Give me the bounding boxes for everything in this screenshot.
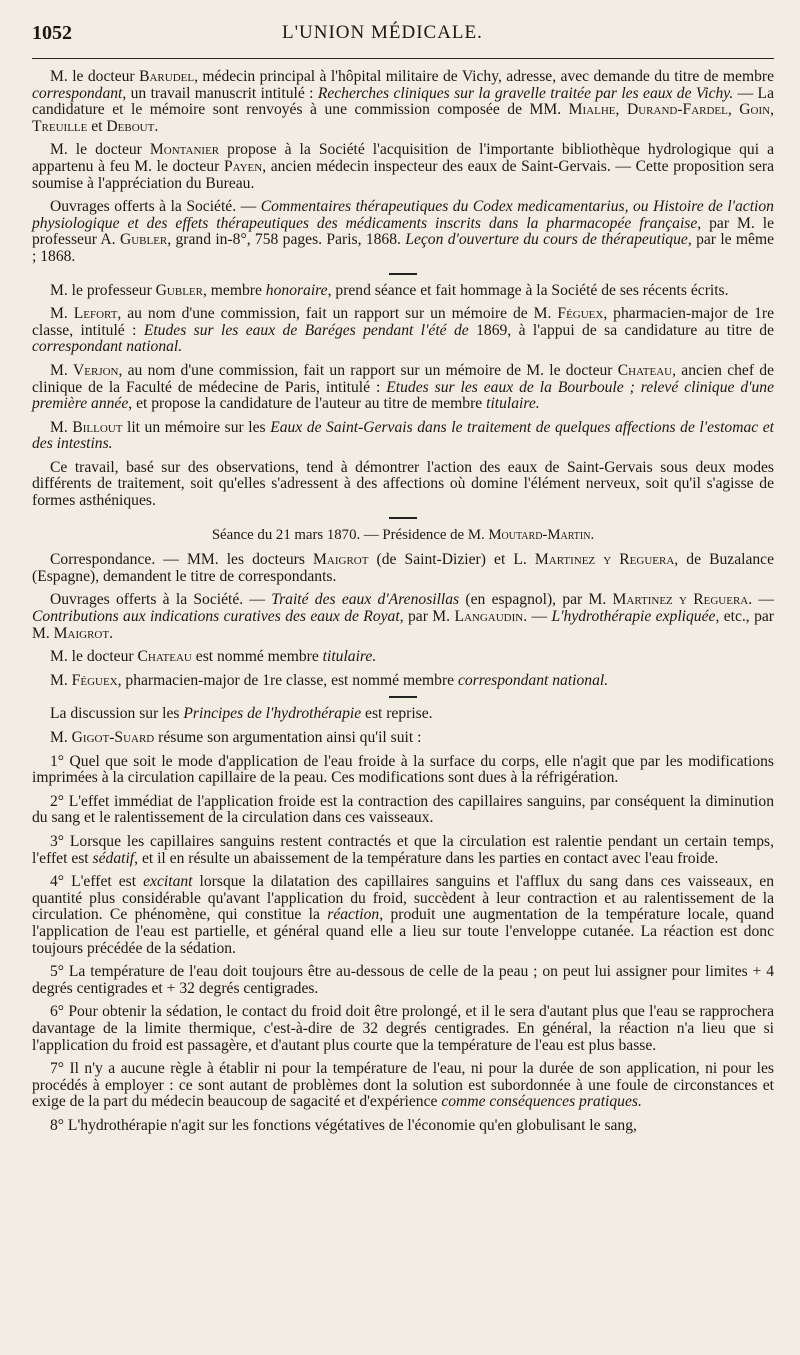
text-run: , par le même ; 1868. <box>32 231 775 265</box>
text-run: , ancien chef de clinique de la Faculté de médecine de Paris, intitulé : <box>32 361 774 396</box>
text-run: . <box>590 526 595 543</box>
name-small-caps: Verjon <box>73 361 119 379</box>
name-small-caps: Montanier <box>149 141 220 159</box>
italic-text: comme conséquences pratiques. <box>441 1093 642 1111</box>
text-run: , <box>727 101 740 119</box>
text-run: — La candidature et le mémoire sont renvoyés à une commission composée de MM. <box>32 84 775 119</box>
page-number: 1052 <box>32 22 72 44</box>
paragraph <box>32 1118 774 1135</box>
paragraph <box>32 649 774 666</box>
running-title: L'UNION MÉDICALE. <box>282 22 483 43</box>
text-run: , <box>615 101 627 119</box>
text-run: , prend séance et fait hommage à la Société de ses récents écrits. <box>327 281 729 299</box>
section-separator <box>389 517 417 519</box>
name-small-caps: Martinez y Reguera <box>534 551 675 569</box>
text-run: , au nom d'une commission, fait un rapport sur un mémoire de M. <box>117 305 558 323</box>
paragraph <box>32 199 774 265</box>
text-run: est nommé membre <box>191 648 323 666</box>
paragraph <box>32 460 774 510</box>
paragraph <box>32 592 774 642</box>
italic-text: Traité des eaux d'Arenosillas <box>271 591 460 609</box>
text-run: Ouvrages offerts à la Société. — <box>50 198 261 216</box>
text-run: résume son argumentation ainsi qu'il suit : <box>154 729 422 746</box>
paragraph <box>32 673 774 690</box>
text-run: , membre <box>203 281 266 299</box>
page-header <box>32 20 774 50</box>
italic-text: titulaire. <box>486 395 540 413</box>
text-run: 3° Lorsque les capillaires sanguins restent contractés et que la circulation est ralentie pendant un certain temps, l'effet est <box>32 832 774 867</box>
italic-text: Recherches cliniques sur la gravelle traitée par les eaux de Vichy. <box>317 84 734 102</box>
paragraph <box>32 69 774 135</box>
text-run: , par M. <box>399 608 455 626</box>
text-run: et <box>87 117 107 135</box>
italic-text: correspondant national. <box>32 338 183 356</box>
paragraph <box>32 306 774 356</box>
text-run: . <box>154 117 159 135</box>
text-run: Correspondance. — MM. les docteurs <box>50 551 314 569</box>
text-run: 7° Il n'y a aucune règle à établir ni pour la température de l'eau, ni pour la durée de son application, ni pour les procédés à employer : ce sont autant de problèmes dont la solution est subordonnée à une foule de circonstances et exige de la part du médecin beaucoup de sagacité et d'expérience <box>32 1060 774 1111</box>
text-run: . <box>109 624 113 642</box>
italic-text: sédatif <box>92 849 135 867</box>
italic-text: Principes de l'hydrothérapie <box>183 705 362 723</box>
text-run: , grand in-8°, 758 pages. Paris, 1868. <box>167 231 406 249</box>
text-run: , et propose la candidature de l'auteur au titre de membre <box>128 395 487 413</box>
paragraph <box>32 1004 774 1054</box>
name-small-caps: Gigot-Suard <box>71 729 155 746</box>
italic-text: Leçon d'ouverture du cours de thérapeutique <box>405 231 688 249</box>
text-run: , de Buzalance (Espagne), demandent le titre de correspondants. <box>32 551 775 585</box>
text-run: , au nom d'une commission, fait un rapport sur un mémoire de M. le docteur <box>118 361 618 379</box>
name-small-caps: Maigrot <box>53 624 110 642</box>
italic-text: réaction <box>327 906 380 924</box>
italic-text: Commentaires thérapeutiques du Codex medicamentarius, ou Histoire de l'action physiologique et des effets thérapeutiques des médicaments inscrits dans la pharmacopée française <box>32 198 774 232</box>
text-run: , par M. le professeur A. <box>32 214 774 249</box>
italic-text: L'hydrothérapie expliquée <box>551 608 716 626</box>
name-small-caps: Debout <box>106 117 155 135</box>
name-small-caps: Lefort <box>73 305 118 323</box>
text-run: 8° L'hydrothérapie n'agit sur les fonctions végétatives de l'économie qu'en globulisant le sang, <box>50 1116 637 1134</box>
text-run: (en espagnol), par M. <box>459 591 613 609</box>
name-small-caps: Treuille <box>32 117 88 135</box>
text-run: M. <box>50 361 73 379</box>
text-run: 6° Pour obtenir la sédation, le contact du froid doit être prolongé, et il le sera d'autant plus que l'eau se rapprochera davantage de la limite thermique, c'est-à-dire de 32 degrés centigrades. En général, la réaction n'a lieu que si l'application du froid est passagère, et d'autant plus courte que la température de l'eau est plus basse. <box>32 1003 774 1054</box>
text-run: , pharmacien-major de 1re classe, intitulé : <box>32 305 774 339</box>
name-small-caps: Barudel <box>139 68 195 85</box>
paragraph <box>32 874 774 957</box>
paragraph <box>32 706 774 723</box>
paragraph <box>32 283 774 300</box>
paragraph <box>32 420 774 453</box>
text-run: , pharmacien-major de 1re classe, est nommé membre <box>117 671 458 689</box>
italic-text: Etudes sur les eaux de la Bourboule ; relevé clinique d'une première année <box>32 378 775 413</box>
text-run: lorsque la dilatation des capillaires sanguins et l'afflux du sang dans ces vaisseaux, en quantité plus considérable qu'avant l'application du froid, succèdent à leur contraction et au ralentissement de la circulation. Ce phénomène, qui constitue la <box>32 873 774 924</box>
header-rule <box>32 58 774 59</box>
name-small-caps: Gubler <box>155 281 203 299</box>
text-run: est reprise. <box>361 705 433 723</box>
text-run: , et il en résulte un abaissement de la température dans les parties en contact avec l'eau froide. <box>134 849 719 867</box>
paragraph <box>32 142 774 192</box>
text-run: , produit une augmentation de la température locale, quand l'application de l'eau est partielle, et général quand elle a lieu sur toute l'enveloppe cutanée. La réaction est donc toujours précédée de la sédation. <box>32 906 775 957</box>
text-run: M. le docteur <box>50 141 150 159</box>
section-separator <box>389 696 417 698</box>
paragraph <box>32 730 774 747</box>
name-small-caps: Payen <box>223 157 263 175</box>
name-small-caps: Chateau <box>617 361 673 379</box>
text-run: 1° Quel que soit le mode d'application de l'eau froide à la surface du corps, elle n'agit que par les modifications imprimées à la circulation capillaire de la peau. Ces modifications sont dues à la réfrigération. <box>32 752 774 787</box>
text-run: lit un mémoire sur les <box>122 418 271 436</box>
text-run: , etc., par M. <box>32 608 775 642</box>
name-small-caps: Féguex <box>557 305 604 323</box>
text-run: , un travail manuscrit intitulé : <box>122 84 318 102</box>
text-run: Ce travail, basé sur des observations, tend à démontrer l'action des eaux de Saint-Gervais sous deux modes différents de traitement, soit qu'elles s'adressent à des affections où domine l'élément nerveux, soit qu'il s'agisse de formes asthéniques. <box>32 458 774 510</box>
name-small-caps: Martinez y Reguera <box>612 591 749 609</box>
paragraph <box>32 834 774 867</box>
paragraph <box>32 964 774 997</box>
text-run: propose à la Société l'acquisition de l'importante bibliothèque hydrologique qui a appartenu à feu M. le docteur <box>32 141 774 175</box>
text-run: 5° La température de l'eau doit toujours être au-dessous de celle de la peau ; on peut lui assigner pour limites + 4 degrés centigrades et + 32 degrés centigrades. <box>32 963 774 997</box>
italic-text: titulaire. <box>322 648 377 666</box>
text-run: M. le professeur <box>50 281 156 299</box>
text-run: 2° L'effet immédiat de l'application froide est la contraction des capillaires sanguins, par conséquent la diminution du sang et le ralentissement de la circulation dans ces vaisseaux. <box>32 792 774 827</box>
paragraph <box>32 552 774 585</box>
paragraph <box>32 1061 774 1111</box>
name-small-caps: Goin <box>739 101 771 119</box>
text-run: 1869, à l'appui de sa candidature au titre de <box>468 321 774 339</box>
text-run: , <box>770 101 774 119</box>
text-run: M. <box>50 305 74 323</box>
paragraph <box>32 794 774 827</box>
paragraph <box>32 754 774 787</box>
name-small-caps: Langaudin <box>454 608 524 626</box>
text-run: M. <box>50 671 72 689</box>
name-small-caps: Moutard-Martin <box>488 526 591 543</box>
text-run: M. le docteur <box>50 68 140 85</box>
text-run: M. <box>50 729 72 746</box>
italic-text: correspondant national. <box>457 671 609 689</box>
text-run: (de Saint-Dizier) et L. <box>368 551 535 569</box>
body-text <box>32 69 774 1134</box>
text-run: La discussion sur les <box>50 705 184 723</box>
name-small-caps: Maigrot <box>313 551 369 569</box>
name-small-caps: Durand-Fardel <box>626 101 728 119</box>
text-run: , médecin principal à l'hôpital militaire de Vichy, adresse, avec demande du titre de membre <box>194 68 774 85</box>
text-run: M. <box>50 418 73 436</box>
text-run: . — <box>523 608 552 626</box>
italic-text: excitant <box>143 873 193 891</box>
text-run: M. le docteur <box>50 648 138 666</box>
italic-text: Contributions aux indications curatives des eaux de Royat <box>32 608 400 626</box>
italic-text: Etudes sur les eaux de Baréges pendant l'été de <box>143 321 469 339</box>
name-small-caps: Féguex <box>71 671 118 689</box>
text-run: . — <box>748 591 774 609</box>
name-small-caps: Mialhe <box>568 101 616 119</box>
text-run: 4° L'effet est <box>50 873 144 891</box>
text-run: Séance du 21 mars 1870. — Présidence de M. <box>211 526 489 543</box>
name-small-caps: Billout <box>72 418 123 436</box>
text-run: , ancien médecin inspecteur des eaux de Saint-Gervais. — Cette proposition sera soumise à l'appréciation du Bureau. <box>32 157 774 192</box>
name-small-caps: Chateau <box>137 648 192 666</box>
session-heading <box>32 527 774 544</box>
paragraph <box>32 363 774 413</box>
italic-text: correspondant <box>32 84 123 102</box>
italic-text: Eaux de Saint-Gervais dans le traitement de quelques affections de l'estomac et des intestins. <box>32 418 774 453</box>
section-separator <box>389 273 417 275</box>
italic-text: honoraire <box>265 281 328 299</box>
text-run: Ouvrages offerts à la Société. — <box>50 591 272 609</box>
name-small-caps: Gubler <box>119 231 168 249</box>
